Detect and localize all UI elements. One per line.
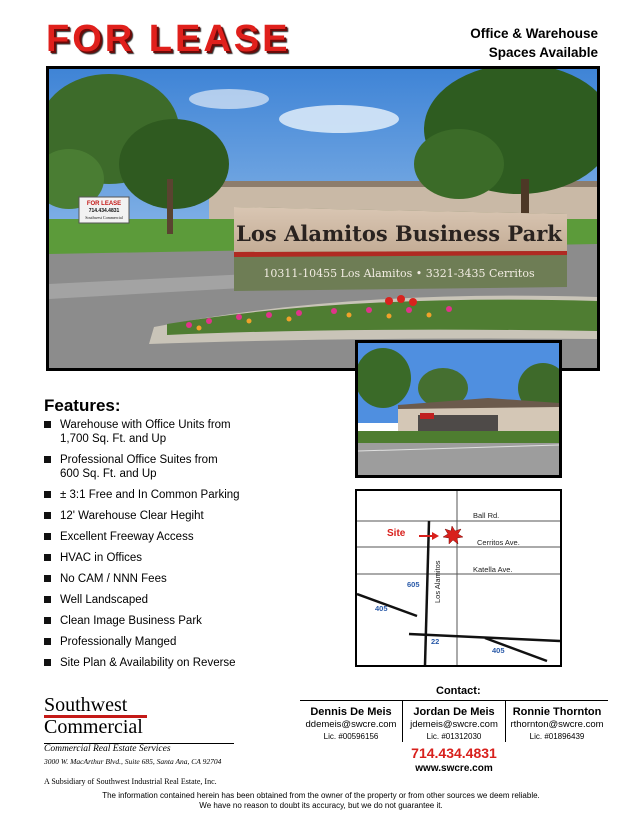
sign-text-3: Southwest Commercial (85, 215, 123, 220)
disclaimer (0, 791, 642, 811)
logo-line-2: Commercial (44, 715, 147, 737)
site-label: Site (387, 528, 406, 539)
feature-item: HVAC in Offices (44, 551, 344, 565)
contact-email[interactable]: rthornton@swcre.com (510, 719, 604, 730)
contact-license: Lic. #01312030 (426, 732, 482, 741)
feature-item: 12' Warehouse Clear Hegiht (44, 509, 344, 523)
feature-item: Excellent Freeway Access (44, 530, 344, 544)
company-subsidiary: A Subsidiary of Southwest Industrial Real Estate, Inc. (44, 777, 217, 786)
location-map (355, 489, 562, 667)
subtitle (470, 24, 598, 62)
highway-label-605: 605 (407, 580, 420, 589)
highway-label-405-east: 405 (492, 646, 505, 655)
contact-heading: Contact: (436, 685, 481, 697)
highway-label-22: 22 (431, 637, 440, 646)
company-address: 3000 W. MacArthur Blvd., Suite 685, Santa Ana, CA 92704 (44, 757, 222, 766)
contact-card (402, 701, 505, 742)
monument-address: 10311-10455 Los Alamitos • 3321-3435 Cerritos (263, 267, 535, 280)
feature-item: Professional Office Suites from 600 Sq. Ft. and Up (44, 453, 234, 481)
features-list (44, 418, 344, 677)
road-label-los-alamitos: Los Alamitos (433, 560, 442, 603)
contact-license: Lic. #01896439 (529, 732, 585, 741)
company-logo (44, 696, 274, 786)
contact-website[interactable]: www.swcre.com (415, 763, 493, 774)
monument-title: Los Alamitos Business Park (236, 221, 562, 246)
feature-item: ± 3:1 Free and In Common Parking (44, 488, 344, 502)
logo-line-3: Commercial Real Estate Services (44, 743, 234, 755)
contact-email[interactable]: jdemeis@swcre.com (410, 719, 498, 730)
sign-text-2: 714.434.4831 (88, 208, 120, 214)
contact-license: Lic. #00596156 (323, 732, 379, 741)
feature-item: Site Plan & Availability on Reverse (44, 656, 344, 670)
road-label-ball: Ball Rd. (473, 511, 500, 520)
feature-item: Warehouse with Office Units from 1,700 Sq. Ft. and Up (44, 418, 244, 446)
feature-item: No CAM / NNN Fees (44, 572, 344, 586)
subtitle-line-1: Office & Warehouse (470, 26, 598, 41)
disclaimer-line-2: We have no reason to doubt its accuracy, but we do not guarantee it. (199, 801, 443, 810)
contact-card (505, 701, 608, 742)
contact-card (300, 701, 402, 742)
contact-phone[interactable]: 714.434.4831 (411, 745, 497, 761)
highway-label-405-west: 405 (375, 604, 388, 613)
logo-line-1: Southwest (44, 694, 128, 716)
feature-item: Clean Image Business Park (44, 614, 344, 628)
features-heading: Features: (44, 396, 121, 415)
disclaimer-line-1: The information contained herein has been obtained from the owner of the property or from other sources we deem reliable. (102, 791, 540, 800)
feature-item: Well Landscaped (44, 593, 344, 607)
feature-item: Professionally Manged (44, 635, 344, 649)
road-label-katella: Katella Ave. (473, 565, 513, 574)
building-photo (355, 340, 562, 478)
main-photo (46, 66, 600, 371)
road-label-cerritos: Cerritos Ave. (477, 538, 520, 547)
contact-email[interactable]: ddemeis@swcre.com (305, 719, 397, 730)
site-marker-icon (443, 526, 463, 544)
page-title: FOR LEASE (46, 18, 291, 60)
contact-name: Ronnie Thornton (512, 706, 602, 718)
contact-name: Dennis De Meis (310, 706, 392, 718)
sign-text-1: FOR LEASE (86, 201, 122, 207)
contacts (300, 700, 608, 742)
contact-name: Jordan De Meis (413, 706, 495, 718)
subtitle-line-2: Spaces Available (488, 45, 598, 60)
